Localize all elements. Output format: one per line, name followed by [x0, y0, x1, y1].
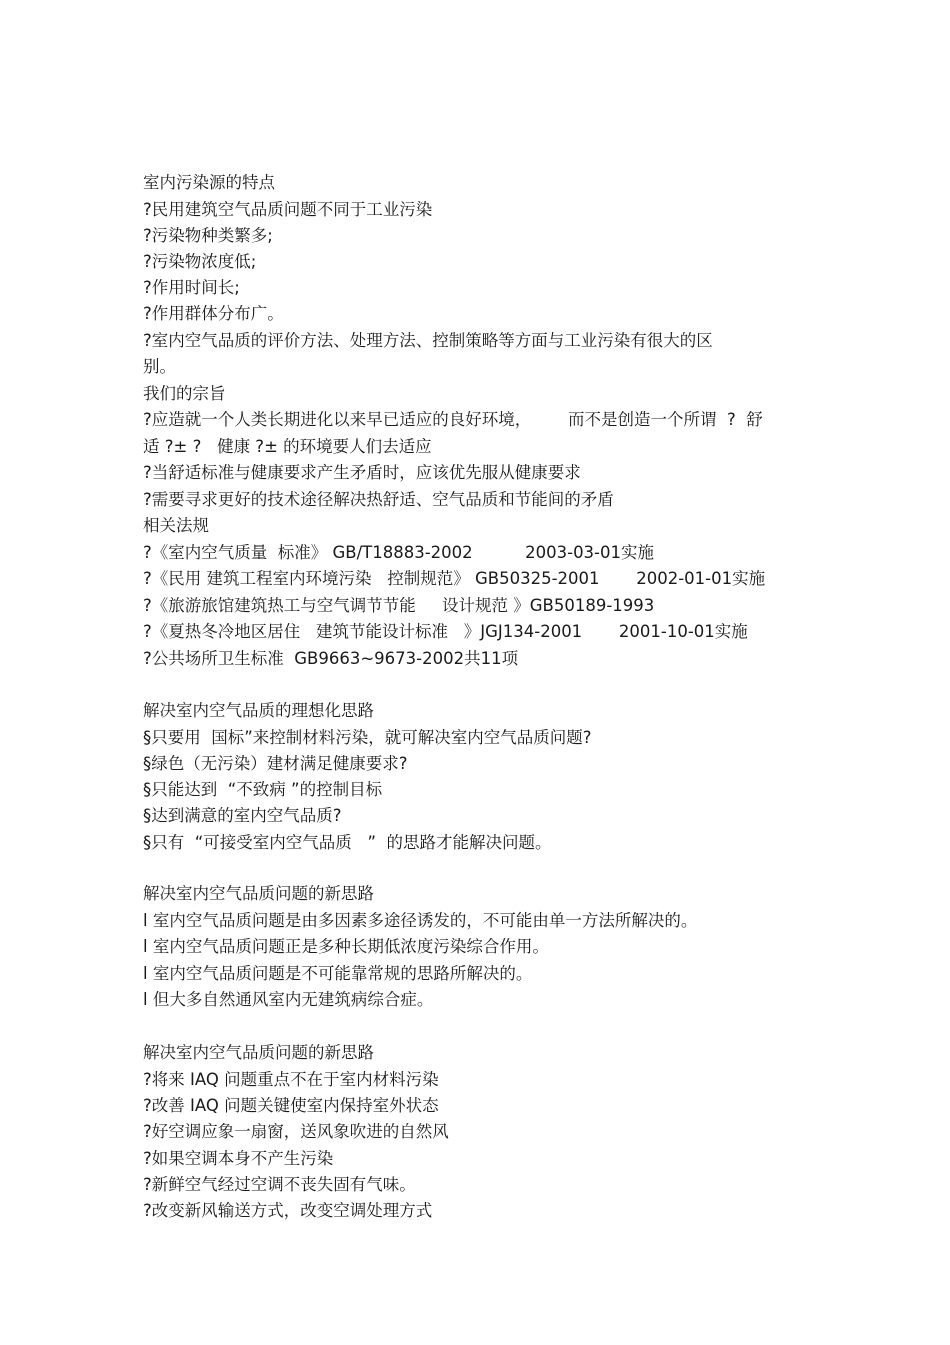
- regulation-item: ?《室内空气质量 标准》 GB/T18883-2002 2003-03-01实施: [143, 543, 655, 562]
- text-line: l 室内空气品质问题是由多因素多途径诱发的，不可能由单一方法所解决的。: [143, 911, 698, 930]
- text-line: 适 ?± ? 健康 ?± 的环境要人们去适应: [143, 437, 432, 456]
- heading-purpose: 我们的宗旨: [143, 384, 226, 403]
- text-line: §达到满意的室内空气品质?: [143, 806, 342, 825]
- text-line: §绿色（无污染）建材满足健康要求?: [143, 754, 408, 773]
- text-line: ?室内空气品质的评价方法、处理方法、控制策略等方面与工业污染有很大的区: [143, 331, 713, 350]
- text-line: ?作用群体分布广。: [143, 304, 284, 323]
- text-line: l 室内空气品质问题是不可能靠常规的思路所解决的。: [143, 964, 533, 983]
- text-line: ?当舒适标准与健康要求产生矛盾时，应该优先服从健康要求: [143, 463, 581, 482]
- text-line: ?如果空调本身不产生污染: [143, 1149, 334, 1168]
- text-line: §只能达到 “不致病 ”的控制目标: [143, 780, 383, 799]
- text-line: ?民用建筑空气品质问题不同于工业污染: [143, 200, 433, 219]
- heading-new-approach-2: 解决室内空气品质问题的新思路: [143, 1043, 374, 1062]
- text-line: ?污染物种类繁多;: [143, 226, 273, 245]
- text-line: 别。: [143, 357, 176, 376]
- regulation-item: ?《民用 建筑工程室内环境污染 控制规范》 GB50325-2001 2002-01-01实施: [143, 569, 766, 588]
- text-line: ?好空调应象一扇窗，送风象吹进的自然风: [143, 1122, 449, 1141]
- text-line: §只要用 国标”来控制材料污染，就可解决室内空气品质问题?: [143, 728, 592, 747]
- text-line: l 室内空气品质问题正是多种长期低浓度污染综合作用。: [143, 937, 549, 956]
- heading-ideal-approach: 解决室内空气品质的理想化思路: [143, 701, 374, 720]
- text-line: ?改善 IAQ 问题关键使室内保持室外状态: [143, 1096, 439, 1115]
- regulation-item: ?《夏热冬冷地区居住 建筑节能设计标准 》JGJ134-2001 2001-10-01实施: [143, 622, 748, 641]
- text-line: ?将来 IAQ 问题重点不在于室内材料污染: [143, 1070, 439, 1089]
- regulation-item: ?公共场所卫生标准 GB9663~9673-2002共11项: [143, 649, 519, 668]
- text-line: ?应造就一个人类长期进化以来早已适应的良好环境， 而不是创造一个所谓 ? 舒: [143, 410, 763, 429]
- text-line: ?作用时间长;: [143, 278, 240, 297]
- text-line: ?新鲜空气经过空调不丧失固有气味。: [143, 1175, 416, 1194]
- heading-pollution-source: 室内污染源的特点: [143, 173, 275, 192]
- text-line: ?需要寻求更好的技术途径解决热舒适、空气品质和节能间的矛盾: [143, 490, 614, 509]
- text-line: l 但大多自然通风室内无建筑病综合症。: [143, 990, 434, 1009]
- heading-regulations: 相关法规: [143, 516, 209, 535]
- text-line: ?污染物浓度低;: [143, 252, 257, 271]
- text-line: ?改变新风输送方式，改变空调处理方式: [143, 1201, 433, 1220]
- text-line: §只有 “可接受室内空气品质 ” 的思路才能解决问题。: [143, 833, 552, 852]
- regulation-item: ?《旅游旅馆建筑热工与空气调节节能 设计规范 》GB50189-1993: [143, 596, 655, 615]
- heading-new-approach: 解决室内空气品质问题的新思路: [143, 884, 374, 903]
